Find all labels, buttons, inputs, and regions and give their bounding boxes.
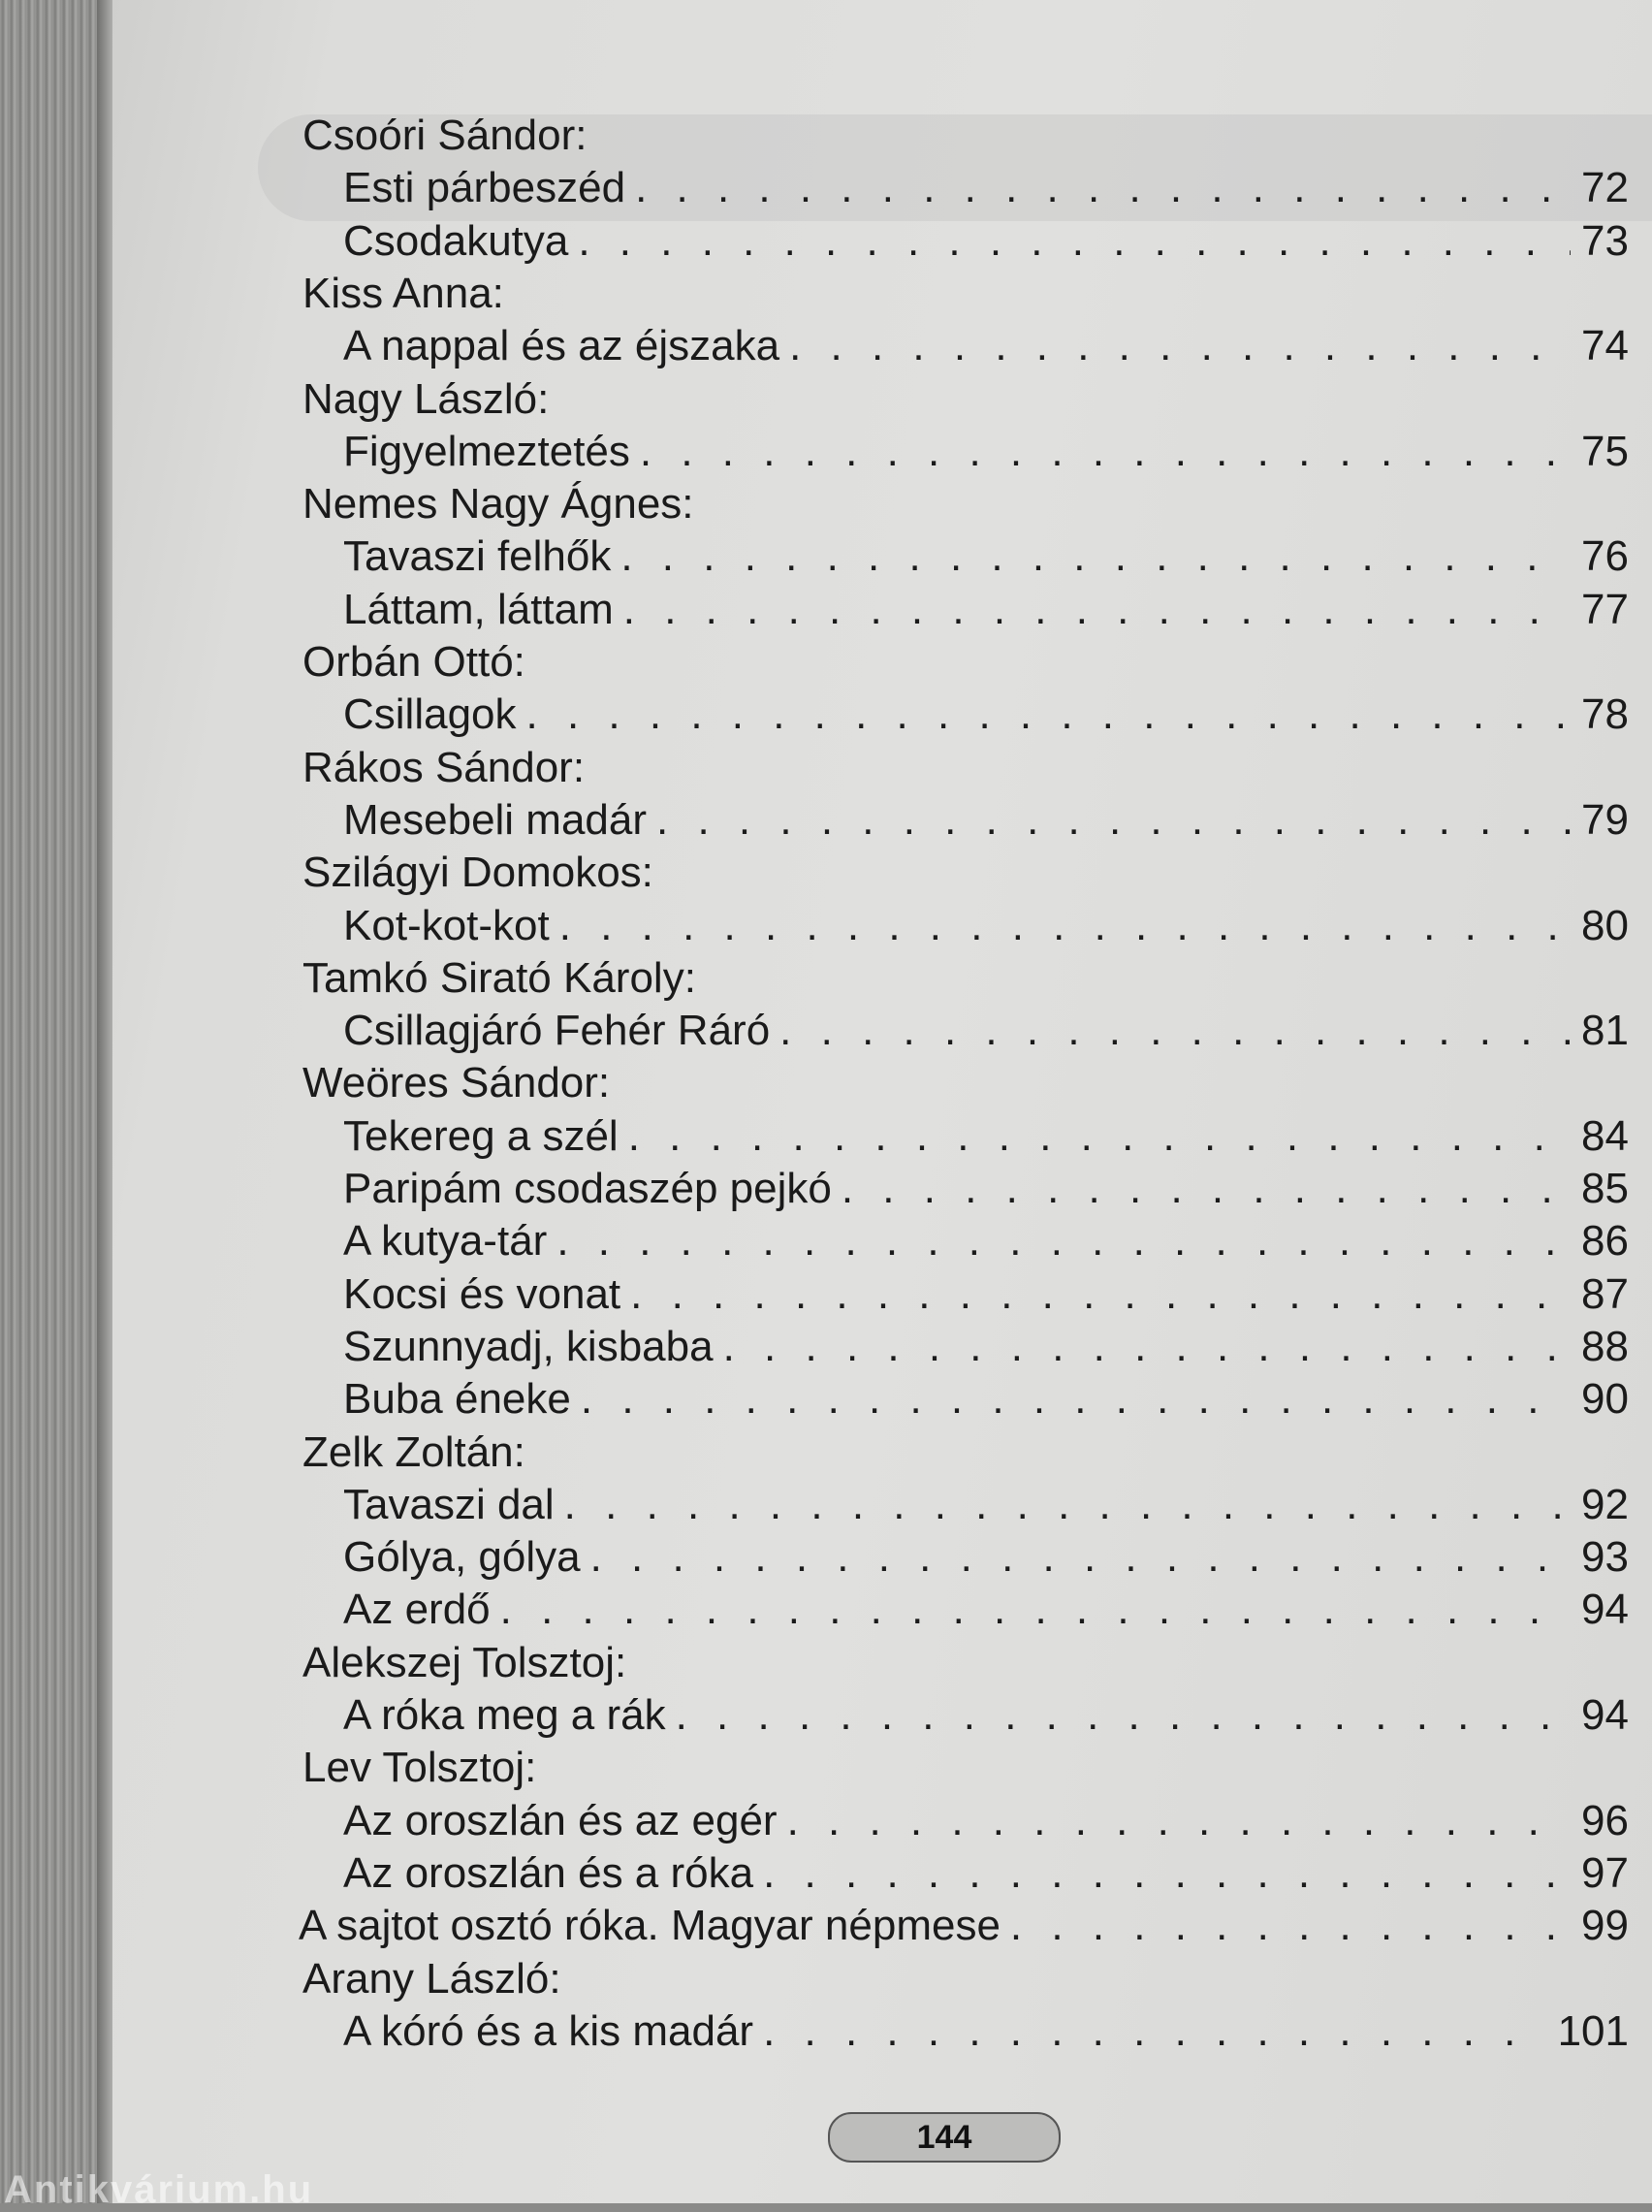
toc-title: Az oroszlán és az egér — [343, 1797, 778, 1844]
toc-author: Nagy László: — [302, 375, 550, 423]
toc-page-number: 73 — [1581, 217, 1629, 265]
toc-title: Az oroszlán és a róka — [343, 1849, 754, 1897]
toc-title: Paripám csodaszép pejkó — [343, 1165, 832, 1212]
dot-leader — [723, 1321, 1571, 1373]
dot-leader — [1010, 1900, 1571, 1952]
toc-entry — [343, 584, 1629, 636]
toc-entry — [343, 1321, 1629, 1373]
toc-page-number: 90 — [1581, 1375, 1629, 1423]
dot-leader — [623, 584, 1571, 636]
toc-page-number: 77 — [1581, 586, 1629, 633]
toc-title: Csillagok — [343, 690, 517, 738]
toc-title: Mesebeli madár — [343, 796, 648, 844]
toc-title: Csillagjáró Fehér Ráró — [343, 1007, 771, 1054]
toc-title: Csodakutya — [343, 217, 569, 265]
dot-leader — [556, 1215, 1571, 1267]
dot-leader — [635, 162, 1571, 214]
toc-title: Kocsi és vonat — [343, 1270, 621, 1318]
toc-page-number: 74 — [1581, 322, 1629, 369]
toc-entry — [343, 162, 1629, 214]
toc-page-number: 75 — [1581, 428, 1629, 475]
toc-title: A nappal és az éjszaka — [343, 322, 780, 369]
dot-leader — [676, 1689, 1571, 1742]
toc-page-number: 72 — [1581, 164, 1629, 211]
toc-title: A róka meg a rák — [343, 1691, 666, 1739]
toc-title: Gólya, gólya — [343, 1533, 581, 1581]
toc-page-number: 85 — [1581, 1165, 1629, 1212]
toc-title: Buba éneke — [343, 1375, 571, 1423]
toc-author: Orbán Ottó: — [302, 638, 525, 686]
dot-leader — [564, 1479, 1571, 1531]
toc-page-number: 96 — [1581, 1797, 1629, 1844]
toc-title: Láttam, láttam — [343, 586, 614, 633]
toc-entry — [343, 1268, 1629, 1321]
toc-title: Tavaszi dal — [343, 1481, 555, 1528]
toc-entry — [343, 1110, 1629, 1163]
toc-title: Tavaszi felhők — [343, 532, 612, 580]
toc-page-number: 92 — [1581, 1481, 1629, 1528]
toc-author: Csoóri Sándor: — [302, 112, 588, 159]
toc-author: Arany László: — [302, 1955, 561, 2003]
toc-title: Figyelmeztetés — [343, 428, 630, 475]
toc-page-number: 94 — [1581, 1691, 1629, 1739]
toc-entry — [343, 1215, 1629, 1267]
toc-page-number: 88 — [1581, 1323, 1629, 1370]
toc-entry — [343, 1689, 1629, 1742]
toc-entry — [343, 1163, 1629, 1215]
dot-leader — [526, 689, 1571, 741]
toc-page-number: 84 — [1581, 1112, 1629, 1160]
toc-entry — [343, 900, 1629, 952]
dot-leader — [628, 1110, 1571, 1163]
dot-leader — [779, 1005, 1571, 1057]
dot-leader — [787, 1795, 1571, 1847]
dot-leader — [656, 794, 1571, 847]
toc-entry — [343, 2005, 1629, 2058]
toc-entry — [343, 426, 1629, 478]
table-of-contents — [112, 0, 1652, 2203]
toc-title: A sajtot osztó róka. Magyar népmese — [299, 1902, 1001, 1949]
toc-page-number: 78 — [1581, 690, 1629, 738]
toc-title: Az erdő — [343, 1586, 491, 1633]
watermark-text: Antikvárium.hu — [4, 2168, 314, 2211]
toc-page-number: 76 — [1581, 532, 1629, 580]
dot-leader — [842, 1163, 1571, 1215]
toc-title: A kóró és a kis madár — [343, 2007, 754, 2055]
dot-leader — [578, 215, 1571, 268]
dot-leader — [500, 1584, 1571, 1636]
toc-page-number: 99 — [1581, 1902, 1629, 1949]
toc-entry — [343, 1479, 1629, 1531]
toc-author: Lev Tolsztoj: — [302, 1744, 537, 1791]
toc-entry — [343, 215, 1629, 268]
toc-title: Kot-kot-kot — [343, 902, 550, 949]
toc-title: Tekereg a szél — [343, 1112, 619, 1160]
page-number: 144 — [828, 2112, 1061, 2163]
book-page — [112, 0, 1652, 2203]
toc-author: Tamkó Sirató Károly: — [302, 954, 696, 1002]
dot-leader — [789, 320, 1571, 372]
dot-leader — [590, 1531, 1571, 1584]
toc-entry — [343, 1005, 1629, 1057]
toc-page-number: 87 — [1581, 1270, 1629, 1318]
toc-entry — [343, 794, 1629, 847]
toc-entry — [343, 1584, 1629, 1636]
toc-entry — [343, 689, 1629, 741]
toc-page-number: 80 — [1581, 902, 1629, 949]
toc-entry — [299, 1900, 1629, 1952]
toc-author: Zelk Zoltán: — [302, 1428, 525, 1476]
toc-entry — [343, 1795, 1629, 1847]
toc-title: Szunnyadj, kisbaba — [343, 1323, 714, 1370]
toc-author: Rákos Sándor: — [302, 744, 586, 791]
toc-title: Esti párbeszéd — [343, 164, 626, 211]
toc-author: Kiss Anna: — [302, 270, 504, 317]
book-spine — [0, 0, 109, 2203]
toc-page-number: 86 — [1581, 1217, 1629, 1265]
toc-title: A kutya-tár — [343, 1217, 548, 1265]
toc-author: Nemes Nagy Ágnes: — [302, 480, 694, 528]
toc-entry — [343, 1531, 1629, 1584]
toc-entry — [343, 530, 1629, 583]
toc-entry — [343, 320, 1629, 372]
toc-page-number: 79 — [1581, 796, 1629, 844]
dot-leader — [763, 1847, 1571, 1900]
toc-page-number: 97 — [1581, 1849, 1629, 1897]
dot-leader — [581, 1373, 1571, 1426]
dot-leader — [620, 530, 1571, 583]
toc-entry — [343, 1847, 1629, 1900]
toc-author: Szilágyi Domokos: — [302, 849, 653, 896]
dot-leader — [763, 2005, 1548, 2058]
dot-leader — [640, 426, 1571, 478]
dot-leader — [630, 1268, 1571, 1321]
dot-leader — [559, 900, 1571, 952]
toc-page-number: 101 — [1557, 2007, 1629, 2055]
toc-page-number: 94 — [1581, 1586, 1629, 1633]
toc-author: Weöres Sándor: — [302, 1059, 611, 1106]
toc-author: Alekszej Tolsztoj: — [302, 1639, 627, 1686]
toc-entry — [343, 1373, 1629, 1426]
toc-page-number: 93 — [1581, 1533, 1629, 1581]
toc-page-number: 81 — [1581, 1007, 1629, 1054]
